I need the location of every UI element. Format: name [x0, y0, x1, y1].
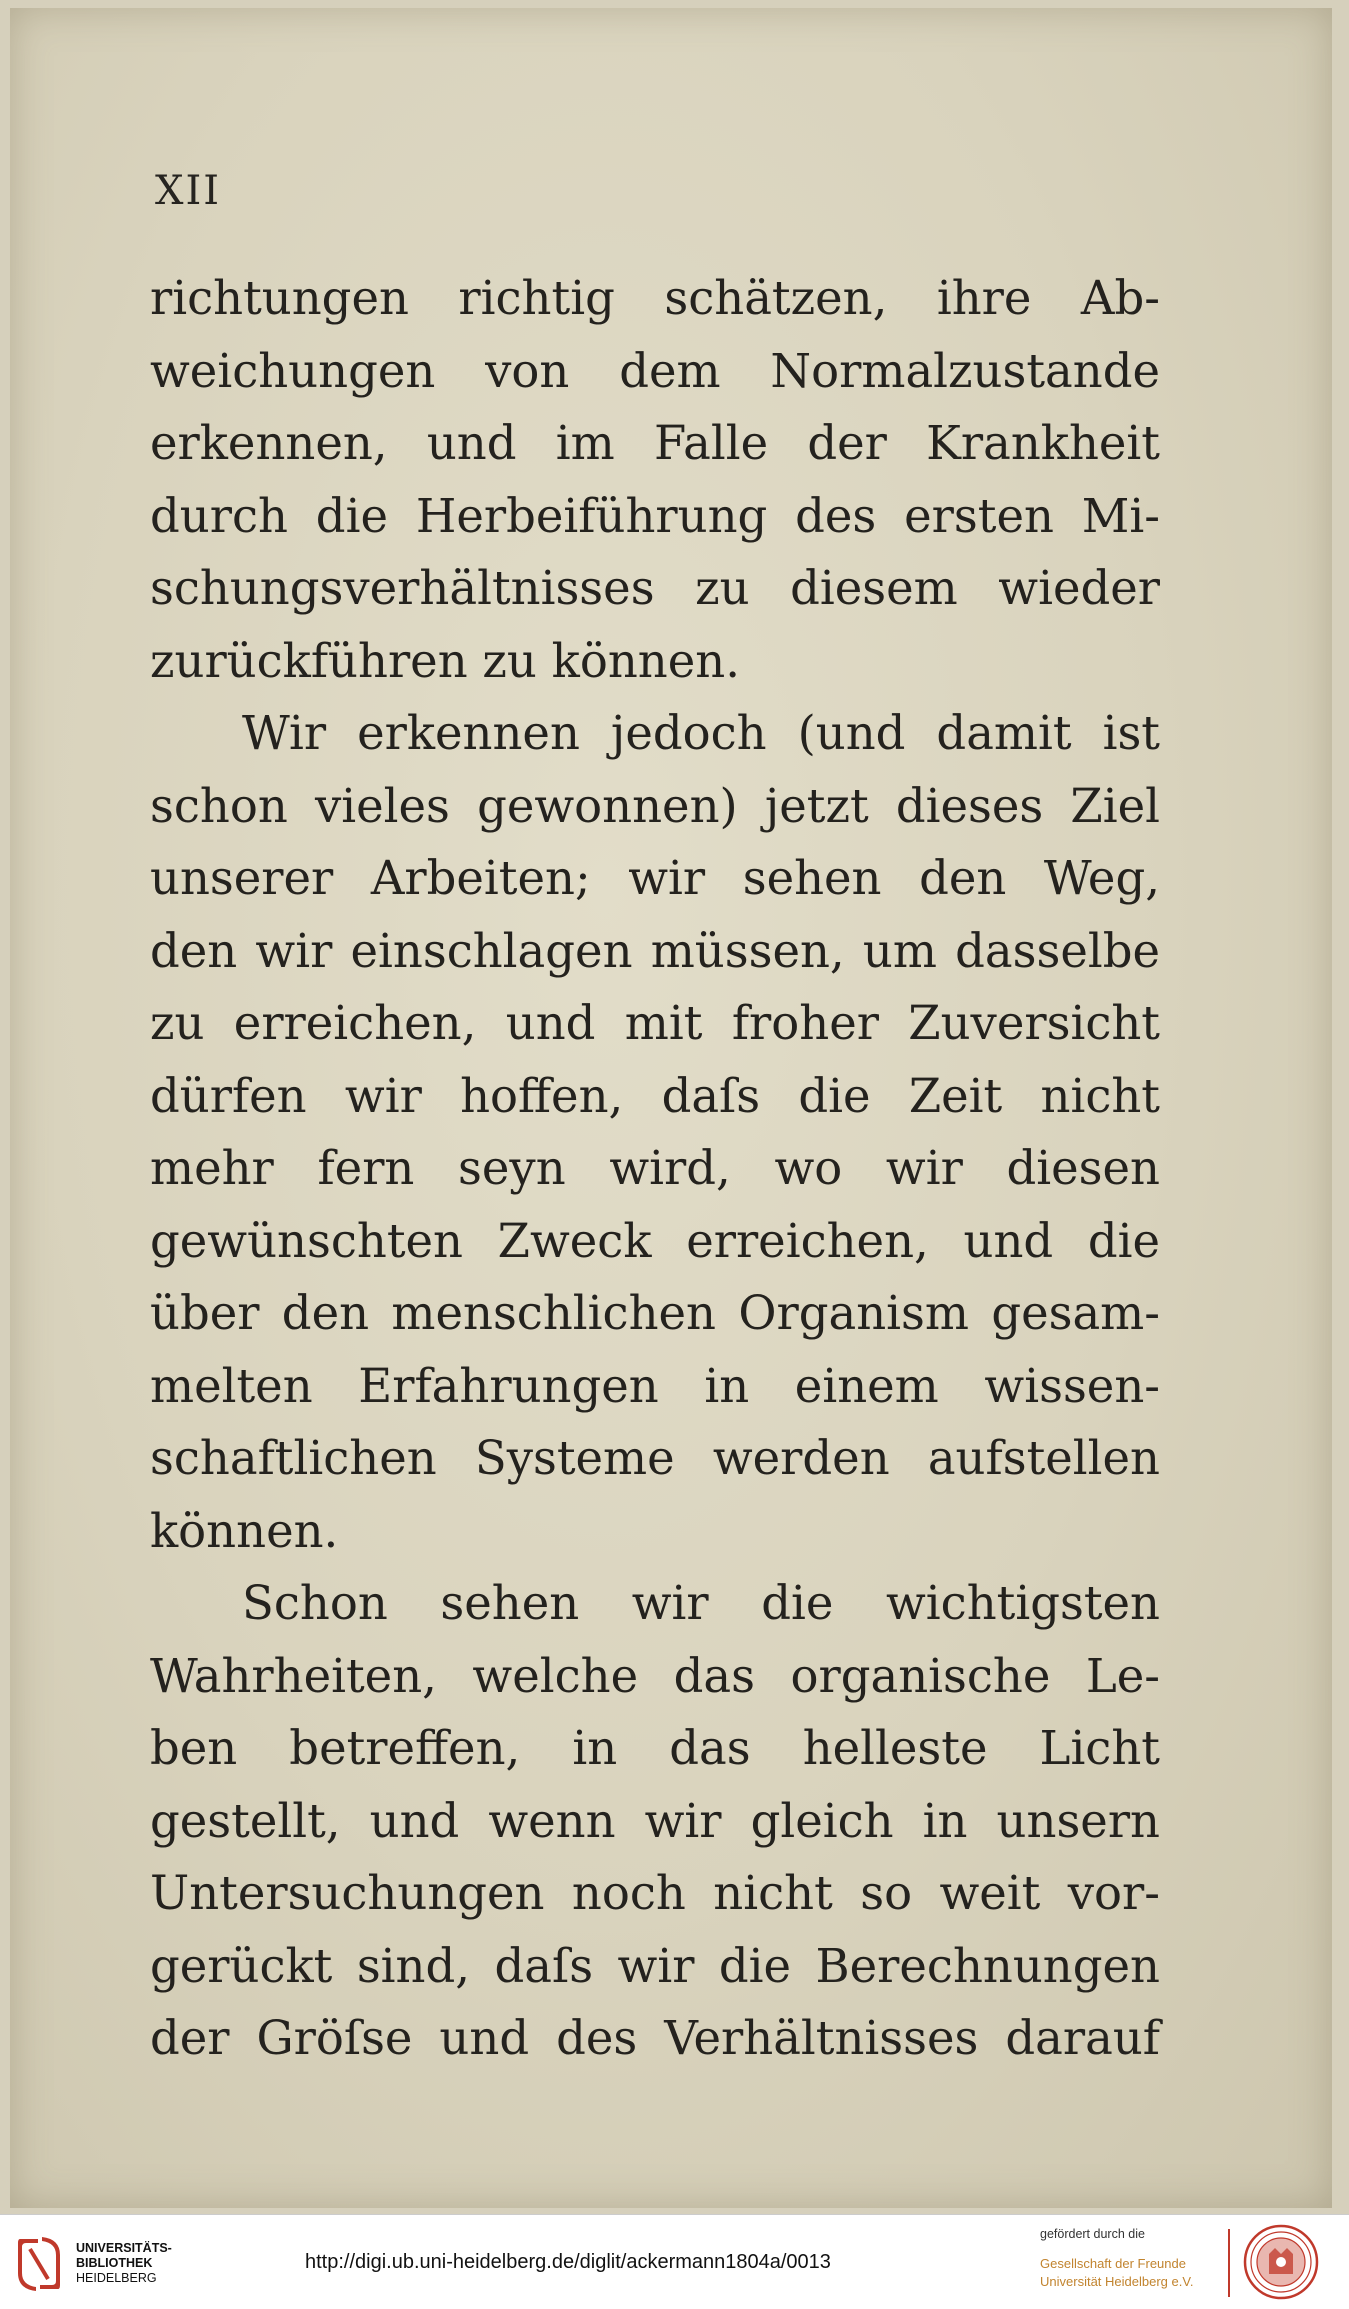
text-line: zurückführen zu können.: [150, 633, 740, 688]
library-name: [76, 2241, 172, 2286]
text-line: unserer Arbeiten; wir sehen den Weg,: [150, 851, 1160, 905]
text-line: melten Erfahrungen in einem wissen-: [150, 1358, 1160, 1413]
library-name-line: HEIDELBERG: [76, 2271, 157, 2285]
text-line: über den menschlichen Organism gesam-: [150, 1286, 1160, 1340]
text-line: ben betreffen, in das helleste Licht: [150, 1721, 1160, 1775]
text-line: Wir erkennen jedoch (und damit ist: [242, 706, 1160, 760]
text-line: weichungen von dem Normalzustande: [150, 343, 1160, 398]
text-line: Schon sehen wir die wichtigsten: [242, 1576, 1160, 1630]
permalink-url[interactable]: http://digi.ub.uni-heidelberg.de/diglit/ackermann1804a/0013: [305, 2251, 831, 2273]
footer-divider: [1228, 2229, 1230, 2297]
sponsor-label: gefördert durch die: [1040, 2227, 1145, 2241]
text-line: Untersuchungen noch nicht so weit vor-: [150, 1866, 1160, 1920]
text-line: durch die Herbeiführung des ersten Mi-: [150, 488, 1160, 543]
text-line: den wir einschlagen müssen, um dasselbe: [150, 923, 1160, 978]
footer-bar: [0, 2214, 1349, 2309]
page-number: XII: [155, 168, 222, 214]
library-name-line: UNIVERSITÄTS-: [76, 2241, 172, 2255]
body-text: [150, 262, 1160, 2075]
text-line: schon vieles gewonnen) jetzt dieses Ziel: [150, 778, 1160, 833]
text-line: schaftlichen Systeme werden aufstellen: [150, 1431, 1160, 1485]
text-line: Wahrheiten, welche das organische Le-: [150, 1648, 1160, 1703]
library-name-line: BIBLIOTHEK: [76, 2256, 153, 2270]
text-line: richtungen richtig schätzen, ihre Ab-: [150, 271, 1160, 325]
library-logo-icon[interactable]: [14, 2235, 64, 2293]
sponsor-name[interactable]: [1040, 2255, 1193, 2291]
text-line: erkennen, und im Falle der Krankheit: [150, 416, 1160, 470]
text-line: zu erreichen, und mit froher Zuversicht: [150, 996, 1160, 1050]
text-line: mehr fern seyn wird, wo wir diesen: [150, 1141, 1160, 1195]
sponsor-name-line: Universität Heidelberg e.V.: [1040, 2274, 1194, 2289]
sponsor-name-line: Gesellschaft der Freunde: [1040, 2256, 1186, 2271]
text-line: schungsverhältnisses zu diesem wieder: [150, 561, 1160, 615]
text-line: gerückt sind, daſs wir die Berechnungen: [150, 1938, 1160, 1993]
university-seal-icon: [1243, 2224, 1319, 2300]
text-line: gewünschten Zweck erreichen, und die: [150, 1213, 1160, 1268]
text-line: können.: [150, 1503, 339, 1558]
text-line: gestellt, und wenn wir gleich in unsern: [150, 1793, 1160, 1848]
text-line: der Gröſse und des Verhältnisses darauf: [150, 2011, 1160, 2065]
text-line: dürfen wir hoffen, daſs die Zeit nicht: [150, 1068, 1160, 1123]
